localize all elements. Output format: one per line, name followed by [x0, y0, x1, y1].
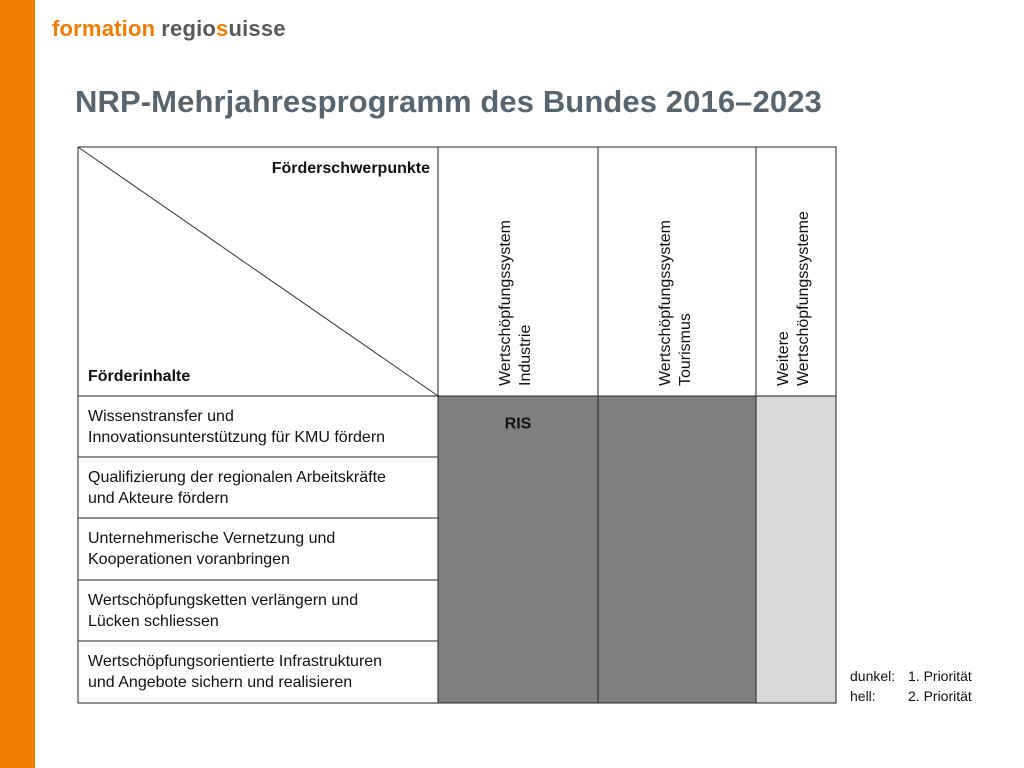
row-label-line1: Wertschöpfungsorientierte Infrastrukturen: [88, 653, 383, 670]
corner-diagonal: [78, 147, 438, 396]
row-label-line1: Unternehmerische Vernetzung und: [88, 530, 336, 547]
matrix-cell: [598, 396, 756, 457]
matrix-cell: [438, 518, 598, 580]
logo-uisse: uisse: [228, 16, 286, 41]
legend-light-key: hell:: [850, 688, 876, 704]
column-header-text: Wertschöpfungssysteme: [795, 211, 812, 386]
matrix-cell: [756, 641, 836, 703]
column-header-text: Wertschöpfungssystem: [657, 220, 674, 386]
matrix-cell: [756, 396, 836, 457]
logo-s: s: [216, 16, 229, 41]
column-header-text: Tourismus: [677, 313, 694, 386]
row-label-line2: Lücken schliessen: [88, 613, 219, 630]
matrix-cell: [598, 580, 756, 641]
legend-light: [850, 686, 972, 706]
matrix-cell: [598, 518, 756, 580]
corner-bottom-label: Förderinhalte: [88, 368, 191, 385]
row-label-line2: Innovationsunterstützung für KMU fördern: [88, 429, 386, 446]
legend-dark-value: 1. Priorität: [908, 668, 972, 684]
cell-label: RIS: [504, 415, 532, 433]
logo-regio: regio: [161, 16, 217, 41]
matrix-cell: [598, 641, 756, 703]
logo-formation: formation: [52, 16, 156, 41]
legend-dark-key: dunkel:: [850, 668, 896, 684]
legend-dark: [850, 666, 972, 686]
row-label-line1: Wertschöpfungsketten verlängern und: [88, 592, 359, 609]
row-label-line2: Kooperationen voranbringen: [88, 551, 290, 568]
matrix-cell: [438, 641, 598, 703]
row-label-line2: und Angebote sichern und realisieren: [88, 674, 353, 691]
matrix-cell: [756, 580, 836, 641]
matrix-cell: [438, 580, 598, 641]
legend: [850, 666, 972, 706]
corner-top-label: Förderschwerpunkte: [271, 160, 430, 177]
matrix-cell: [756, 518, 836, 580]
column-header-text: Industrie: [517, 324, 534, 386]
row-label-line1: Qualifizierung der regionalen Arbeitskräfte: [88, 469, 386, 486]
matrix-cell: [598, 457, 756, 518]
matrix-cell: [438, 457, 598, 518]
column-header-text: Wertschöpfungssystem: [497, 220, 514, 386]
legend-light-value: 2. Priorität: [908, 688, 972, 704]
row-label-line2: und Akteure fördern: [88, 490, 229, 507]
page-title: NRP-Mehrjahresprogramm des Bundes 2016–2023: [75, 84, 822, 119]
column-header-text: Weitere: [775, 331, 792, 386]
matrix-cell: [756, 457, 836, 518]
row-label-line1: Wissenstransfer und: [88, 408, 234, 425]
